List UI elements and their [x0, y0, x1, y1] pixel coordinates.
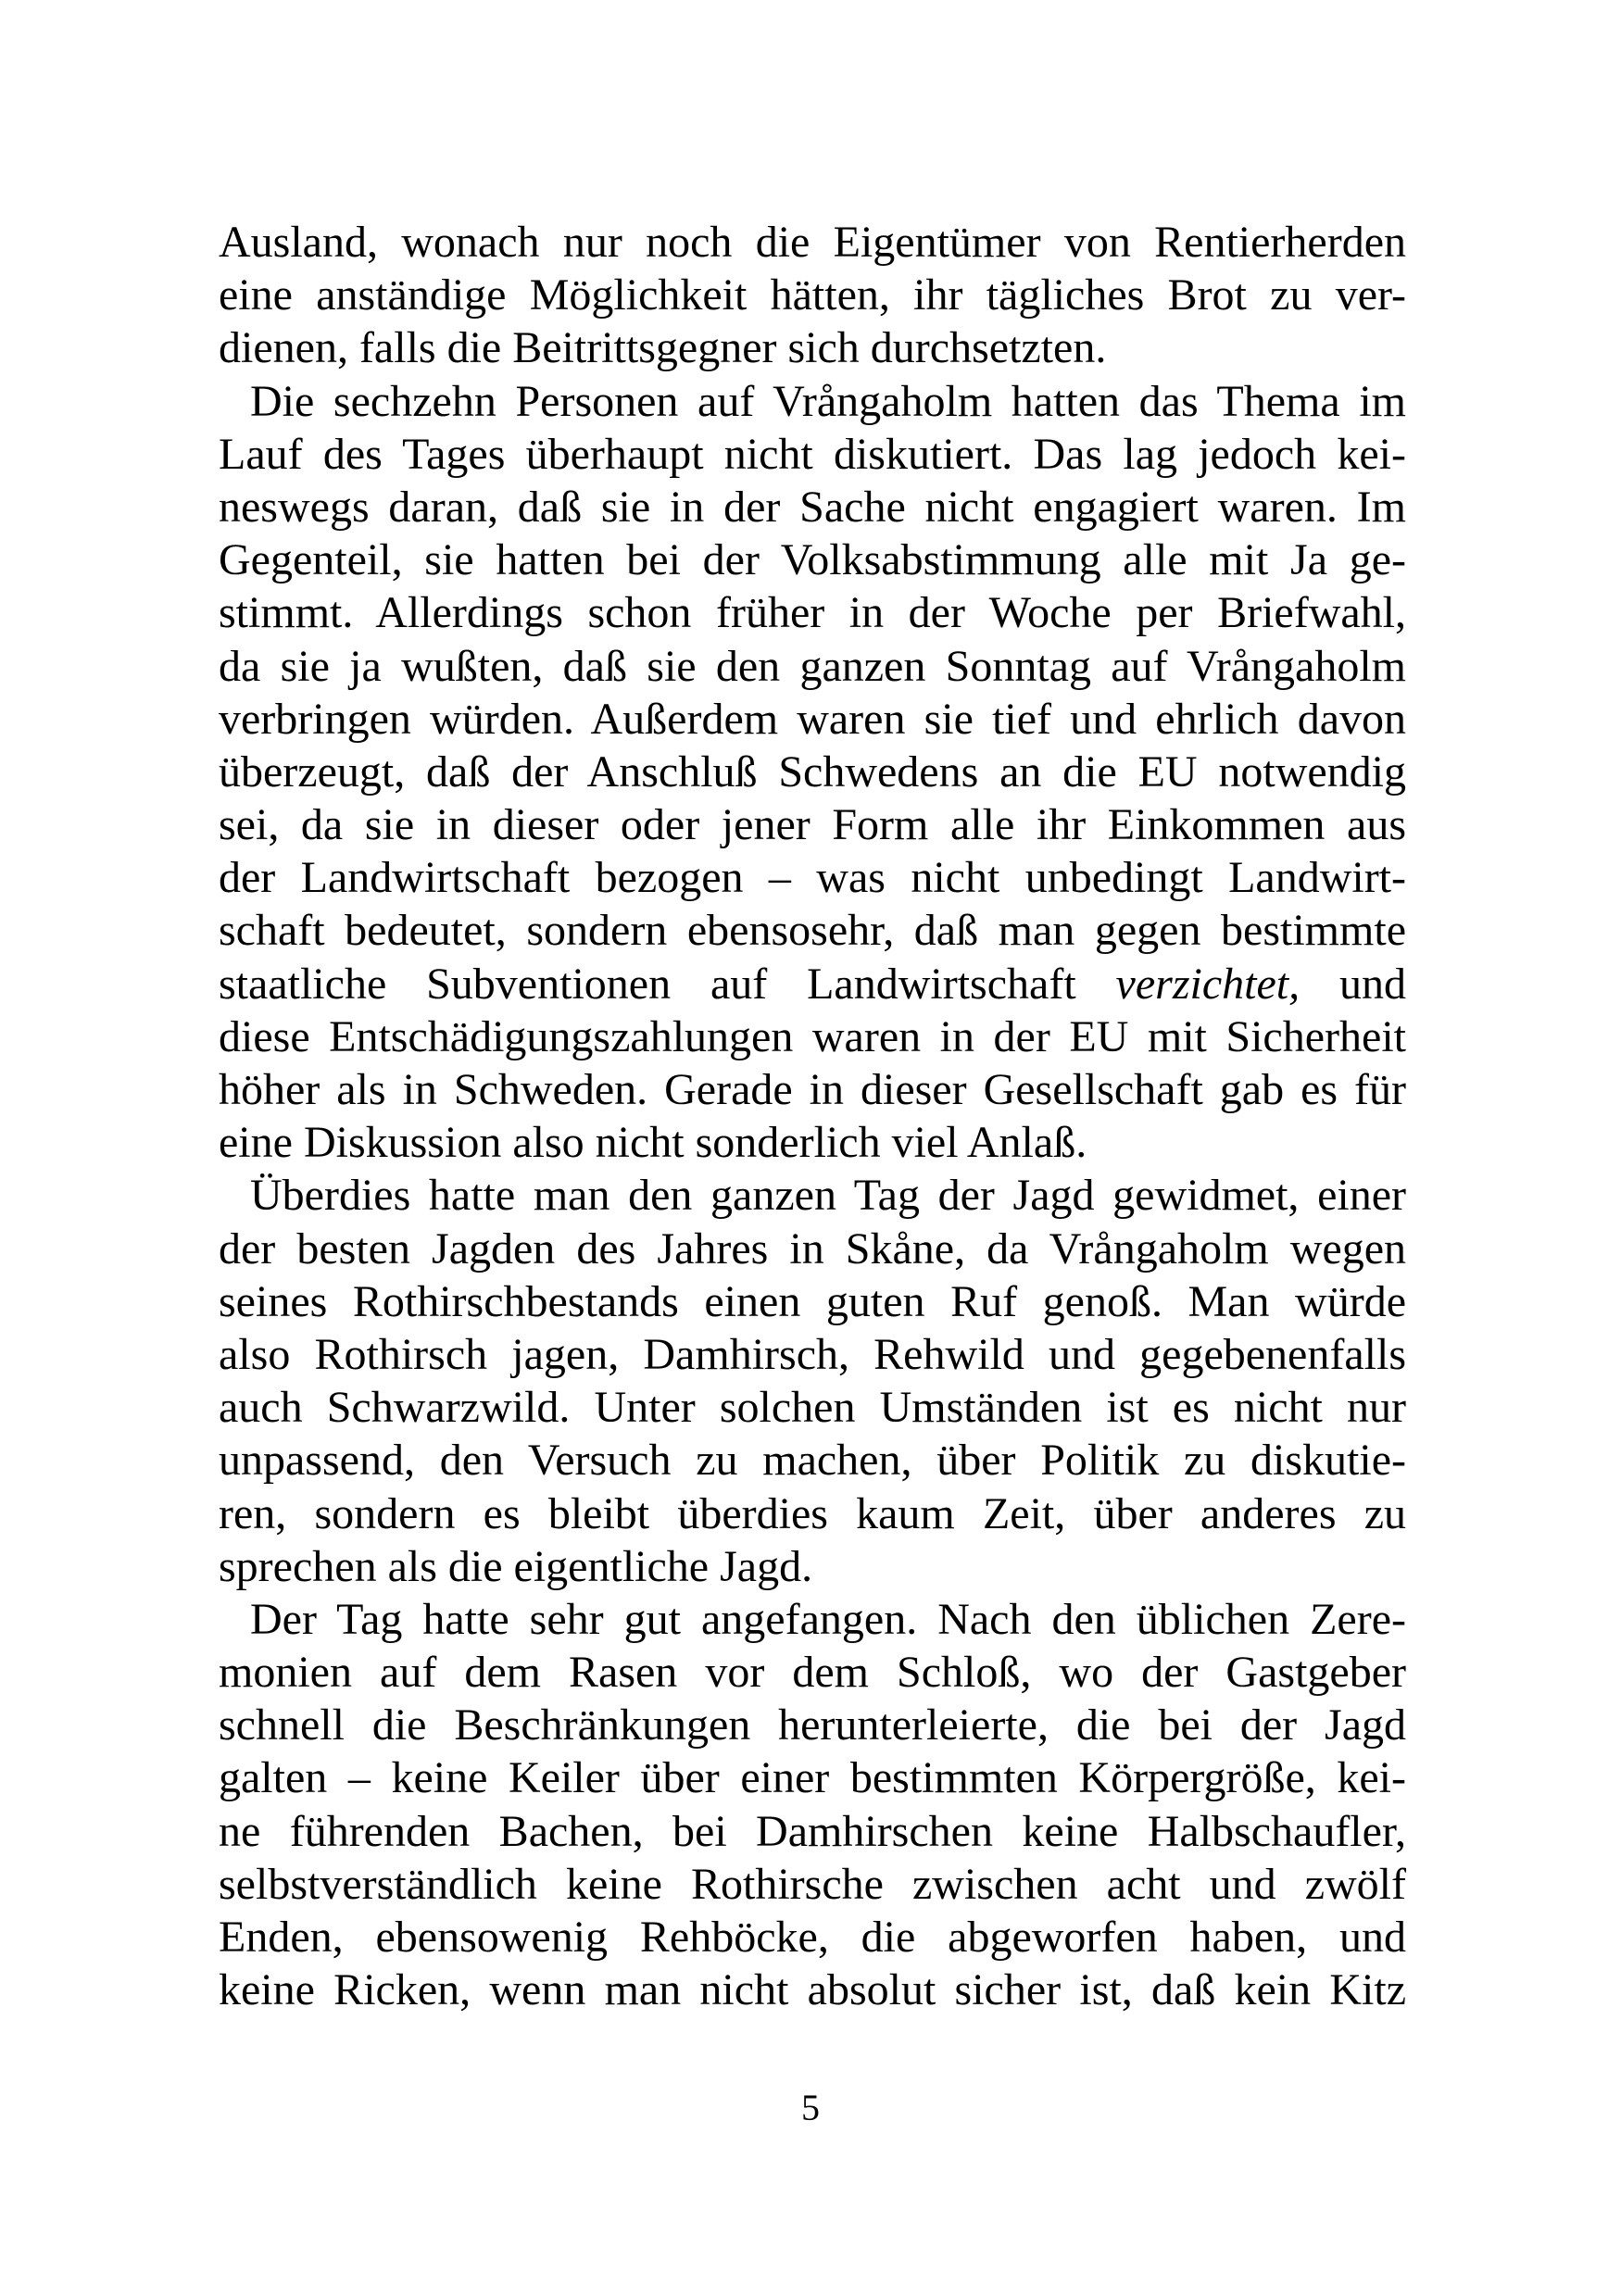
- text-line: der Landwirtschaft bezogen – was nicht unbedingt Landwirt-: [219, 853, 1406, 903]
- text-line: galten – keine Keiler über einer bestimmten Körpergröße, kei-: [219, 1753, 1406, 1803]
- text-line: sei, da sie in dieser oder jener Form alle ihr Einkommen aus: [219, 800, 1406, 850]
- text-line: staatliche Subventionen auf Landwirtschaft verzichtet, und: [219, 959, 1407, 1009]
- text-line: der besten Jagden des Jahres in Skåne, da Vrångaholm wegen: [219, 1223, 1406, 1273]
- text-line: keine Ricken, wenn man nicht absolut sicher ist, daß kein Kitz: [219, 1965, 1406, 2015]
- paragraph: [219, 1169, 1406, 1593]
- paragraph: [219, 1593, 1406, 2017]
- text-line: eine Diskussion also nicht sonderlich viel Anlaß.: [219, 1118, 1087, 1168]
- text-line: dienen, falls die Beitrittsgegner sich durchsetzten.: [219, 323, 1107, 373]
- text-line: ren, sondern es bleibt überdies kaum Zeit, über anderes zu: [219, 1488, 1406, 1538]
- paragraph: [219, 375, 1406, 1170]
- text-line: auch Schwarzwild. Unter solchen Umständen ist es nicht nur: [219, 1383, 1406, 1433]
- text-line: höher als in Schweden. Gerade in dieser Gesellschaft gab es für: [219, 1065, 1406, 1114]
- text-line: eine anständige Möglichkeit hätten, ihr tägliches Brot zu ver-: [219, 270, 1406, 320]
- text-line: Enden, ebensowenig Rehböcke, die abgeworfen haben, und: [219, 1913, 1406, 1962]
- text-line: diese Entschädigungszahlungen waren in der EU mit Sicherheit: [219, 1011, 1406, 1061]
- paragraph: [219, 216, 1406, 375]
- text-line: stimmt. Allerdings schon früher in der Woche per Briefwahl,: [219, 588, 1406, 638]
- text-line: überzeugt, daß der Anschluß Schwedens an die EU notwendig: [219, 747, 1406, 797]
- body-text: [219, 216, 1406, 2016]
- text-line: Die sechzehn Personen auf Vrångaholm hatten das Thema im: [250, 376, 1406, 426]
- text-line: Lauf des Tages überhaupt nicht diskutiert. Das lag jedoch kei-: [219, 429, 1406, 479]
- page-number: 5: [801, 2087, 820, 2128]
- text-line: Der Tag hatte sehr gut angefangen. Nach den üblichen Zere-: [250, 1594, 1406, 1644]
- text-line: Gegenteil, sie hatten bei der Volksabstimmung alle mit Ja ge-: [219, 535, 1406, 585]
- text-line: sprechen als die eigentliche Jagd.: [219, 1541, 813, 1591]
- text-line: seines Rothirschbestands einen guten Ruf genoß. Man würde: [219, 1276, 1406, 1326]
- text-line: monien auf dem Rasen vor dem Schloß, wo der Gastgeber: [219, 1648, 1406, 1698]
- text-line: da sie ja wußten, daß sie den ganzen Sonntag auf Vrångaholm: [219, 641, 1406, 691]
- text-line: verbringen würden. Außerdem waren sie tief und ehrlich davon: [219, 694, 1406, 744]
- text-line: selbstverständlich keine Rothirsche zwischen acht und zwölf: [219, 1859, 1406, 1909]
- text-line: schaft bedeutet, sondern ebensosehr, daß man gegen bestimmte: [219, 906, 1406, 956]
- text-line: schnell die Beschränkungen herunterleierte, die bei der Jagd: [219, 1700, 1406, 1750]
- text-line: ne führenden Bachen, bei Damhirschen keine Halbschaufler,: [219, 1806, 1406, 1856]
- text-line: neswegs daran, daß sie in der Sache nicht engagiert waren. Im: [219, 482, 1406, 532]
- text-line: Ausland, wonach nur noch die Eigentümer von Rentierherden: [219, 218, 1406, 267]
- text-line: also Rothirsch jagen, Damhirsch, Rehwild und gegebenenfalls: [219, 1329, 1406, 1379]
- text-line: Überdies hatte man den ganzen Tag der Jagd gewidmet, einer: [250, 1171, 1406, 1221]
- text-line: unpassend, den Versuch zu machen, über Politik zu diskutie-: [219, 1436, 1406, 1486]
- emphasized-word: verzichtet,: [1115, 959, 1301, 1009]
